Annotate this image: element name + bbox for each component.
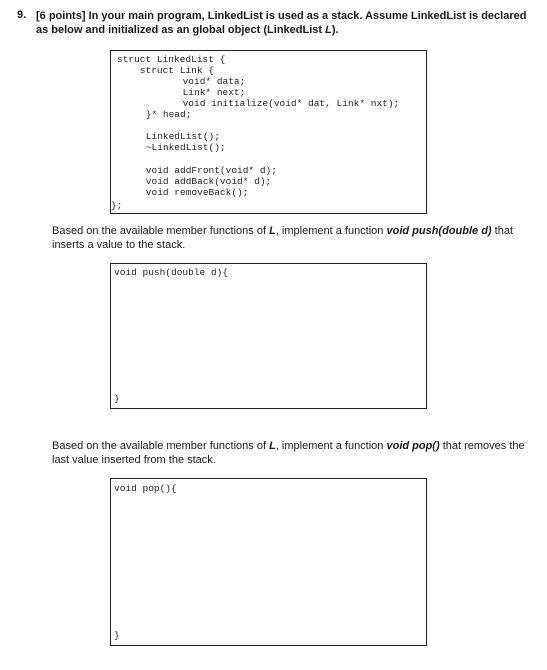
question-text bbox=[36, 9, 531, 37]
code-line: Link* next; bbox=[137, 87, 246, 98]
push-function-signature: void push(double d) bbox=[386, 225, 492, 237]
code-line: ~LinkedList(); bbox=[123, 142, 226, 153]
code-line: void initialize(void* dat, Link* nxt); bbox=[137, 98, 400, 109]
push-prompt-var: L bbox=[269, 225, 276, 237]
pop-answer-box[interactable] bbox=[110, 478, 427, 646]
question-text-post: ). bbox=[331, 24, 339, 36]
pop-prompt-var: L bbox=[269, 440, 276, 452]
push-code-header: void push(double d){ bbox=[114, 267, 229, 278]
pop-code-header: void pop(){ bbox=[114, 483, 177, 494]
code-line: void removeBack(); bbox=[123, 187, 249, 198]
code-line: struct Link { bbox=[117, 65, 214, 76]
code-line: struct LinkedList { bbox=[117, 54, 226, 65]
push-prompt-mid: , implement a function bbox=[275, 225, 387, 237]
push-prompt bbox=[52, 224, 530, 252]
code-line: }; bbox=[111, 200, 123, 211]
question-number: 9. bbox=[17, 9, 27, 21]
code-line: }* head; bbox=[123, 109, 192, 120]
pop-prompt-post: that removes the last value inserted from the stack. bbox=[52, 440, 525, 466]
push-answer-box[interactable] bbox=[110, 263, 427, 409]
question-text-var: L bbox=[325, 24, 332, 36]
pop-function-signature: void pop() bbox=[386, 440, 440, 452]
push-code-footer: } bbox=[114, 393, 120, 404]
question-text-pre: [6 points] In your main program, LinkedList is used as a stack. Assume LinkedList is declared as below and initialized as an global object (LinkedList bbox=[36, 10, 527, 36]
push-prompt-pre: Based on the available member functions of bbox=[52, 225, 270, 237]
pop-prompt bbox=[52, 439, 530, 467]
pop-code-footer: } bbox=[114, 630, 120, 641]
code-line: void* data; bbox=[137, 76, 246, 87]
code-line: void addFront(void* d); bbox=[123, 165, 277, 176]
struct-code-box bbox=[110, 50, 427, 214]
pop-prompt-mid: , implement a function bbox=[275, 440, 387, 452]
pop-prompt-pre: Based on the available member functions of bbox=[52, 440, 270, 452]
code-line: LinkedList(); bbox=[123, 131, 220, 142]
push-prompt-post: that inserts a value to the stack. bbox=[52, 225, 513, 251]
code-line: void addBack(void* d); bbox=[123, 176, 272, 187]
